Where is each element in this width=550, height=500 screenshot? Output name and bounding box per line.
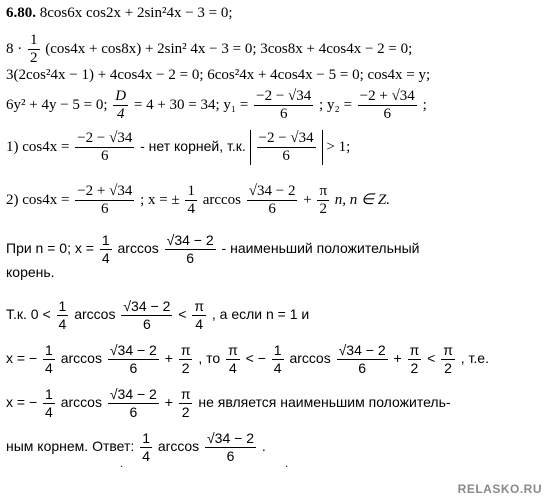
fraction-d	[113, 88, 128, 123]
para-4	[6, 386, 451, 421]
fraction-den: 2	[30, 50, 38, 66]
fraction	[192, 298, 206, 333]
fraction-num: −2 + √34	[77, 183, 133, 199]
fraction-den: 2	[181, 360, 190, 376]
fraction-num: 1	[58, 298, 67, 314]
case-1-tail: > 1;	[326, 138, 351, 155]
para-3	[6, 342, 489, 377]
fraction	[247, 183, 298, 218]
fraction-num: 1	[45, 342, 53, 358]
fraction-den: 6	[383, 106, 391, 122]
fraction-den: 2	[181, 404, 190, 420]
fraction-num: √34 − 2	[248, 183, 296, 199]
dot-mark: ·	[285, 462, 289, 473]
step-4	[6, 88, 427, 123]
fraction	[121, 298, 172, 333]
fraction	[441, 342, 455, 377]
step-2	[6, 32, 412, 67]
fraction-num: √34 − 2	[109, 386, 157, 402]
absolute-value	[250, 130, 323, 165]
para-4-text-d: не является наименьшим положитель-	[198, 394, 451, 411]
para-3-text-d: , то	[198, 350, 225, 367]
fraction-num: 1	[142, 430, 150, 446]
step-4-text-d: ;	[422, 96, 427, 113]
step-2-text-b: (cos4x + cos8x) + 2sin² 4x − 3 = 0; 3cos8x + 4cos4x − 2 = 0;	[45, 40, 413, 57]
para-1-text-b: arccos	[117, 240, 159, 257]
para-3-text-i: , т.е.	[460, 350, 489, 367]
fraction-den: 4	[45, 360, 53, 376]
para-2-text-c: <	[178, 306, 187, 323]
case-2-label: 2) cos4x =	[6, 191, 70, 208]
fraction-den: 4	[142, 448, 150, 464]
fraction-num: π	[319, 183, 328, 199]
para-4-text-a: x = −	[6, 394, 38, 411]
step-3	[6, 66, 430, 84]
fraction-num: √34 − 2	[207, 430, 254, 446]
step-4-text-a: 6y² + 4y − 5 = 0;	[6, 96, 108, 113]
case-1-text: - нет корней, т.к.	[140, 137, 246, 154]
fraction-den: 6	[101, 148, 109, 164]
fraction-num: 1	[101, 232, 110, 248]
step-3-text: 3(2cos²4x − 1) + 4cos4x − 2 = 0; 6cos²4x + 4cos4x − 5 = 0; cos4x = y;	[6, 67, 431, 83]
fraction	[140, 430, 152, 465]
fraction	[57, 298, 69, 333]
fraction	[272, 342, 284, 377]
fraction-den: 6	[282, 148, 290, 164]
para-4-text-c: +	[164, 394, 173, 411]
fraction-den: 6	[101, 201, 109, 217]
fraction	[108, 342, 159, 377]
problem-line	[6, 4, 233, 22]
fraction-num: π	[180, 342, 191, 358]
para-2-text-a: Т.к. 0 <	[6, 306, 51, 323]
para-3-text-c: +	[164, 350, 173, 367]
fraction	[28, 32, 40, 67]
case-2	[6, 183, 390, 218]
fraction-den: 2	[319, 201, 327, 217]
fraction-num: 1	[45, 386, 53, 402]
fraction	[185, 183, 197, 218]
fraction-y2	[358, 88, 417, 123]
fraction	[75, 130, 134, 165]
fraction	[165, 232, 216, 267]
fraction-den: 6	[358, 360, 366, 376]
fraction-num: π	[443, 342, 453, 358]
fraction-y1	[254, 88, 313, 123]
fraction-den: 4	[45, 404, 53, 420]
fraction	[75, 183, 134, 218]
fraction-den: 6	[279, 106, 288, 122]
step-4-text-b: = 4 + 30 = 34; y₁ =	[133, 96, 249, 113]
fraction	[108, 386, 159, 421]
fraction-num: π	[409, 342, 420, 358]
dot-mark: ·	[120, 462, 124, 473]
fraction	[43, 342, 55, 377]
case-2-text-c: +	[303, 191, 312, 208]
fraction-den: 2	[444, 360, 452, 376]
fraction	[257, 130, 316, 165]
fraction-num: √34 − 2	[109, 342, 157, 358]
fraction-num: −2 + √34	[359, 88, 415, 104]
fraction-den: 4	[187, 201, 195, 217]
fraction	[100, 232, 112, 267]
para-1-text-c: - наименьший положительный	[221, 240, 420, 257]
fraction-den: 6	[186, 250, 195, 266]
para-3-text-b: arccos	[60, 350, 102, 367]
case-2-text-b: arccos	[202, 191, 242, 208]
fraction	[179, 386, 193, 421]
fraction-den: 4	[116, 106, 125, 122]
step-4-text-c: ; y₂ =	[319, 96, 352, 113]
fraction-den: 4	[58, 316, 67, 332]
fraction	[43, 386, 55, 421]
para-3-text-e: < −	[245, 350, 266, 367]
fraction-num: π	[180, 386, 191, 402]
para-2	[6, 298, 309, 333]
fraction	[205, 430, 256, 465]
fraction	[226, 342, 240, 377]
fraction-den: 4	[195, 316, 204, 332]
fraction-num: π	[194, 298, 204, 314]
para-2-text-b: arccos	[74, 306, 116, 323]
fraction-num: D	[115, 88, 127, 104]
fraction-den: 6	[129, 360, 138, 376]
para-3-text-h: <	[427, 350, 436, 367]
fraction-den: 2	[410, 360, 419, 376]
case-1	[6, 130, 350, 165]
para-2-text-d: , а если n = 1 и	[211, 306, 310, 323]
fraction-num: −2 − √34	[256, 88, 312, 104]
fraction-num: √34 − 2	[123, 298, 171, 314]
fraction-num: π	[228, 342, 238, 358]
fraction-num: √34 − 2	[338, 342, 386, 358]
fraction-num: −2 − √34	[77, 130, 133, 146]
problem-number: 6.80.	[6, 5, 36, 21]
fraction-num: 1	[187, 183, 195, 199]
case-2-text-d: n, n ∈ Z.	[334, 191, 390, 208]
fraction-den: 6	[268, 201, 276, 217]
problem-statement: 8cos6x cos2x + 2sin²4x − 3 = 0;	[39, 5, 233, 21]
para-1-cont	[6, 263, 55, 281]
para-5-text-b: arccos	[157, 438, 200, 455]
fraction-den: 6	[129, 404, 138, 420]
para-5	[6, 430, 266, 465]
fraction-den: 4	[101, 250, 110, 266]
para-3-text-a: x = −	[6, 350, 38, 367]
fraction-num: 1	[273, 342, 282, 358]
para-3-text-f: arccos	[289, 350, 331, 367]
para-1-text-a: При n = 0; x =	[6, 240, 94, 257]
step-2-text-a: 8 ·	[6, 40, 23, 57]
fraction	[408, 342, 422, 377]
fraction	[179, 342, 193, 377]
para-5-text-c: .	[261, 438, 266, 455]
fraction-den: 6	[226, 448, 235, 464]
para-5-text-a: ным корнем. Ответ:	[6, 438, 135, 455]
fraction	[337, 342, 388, 377]
watermark: RELASKO.RU	[457, 482, 542, 496]
fraction-den: 4	[273, 360, 282, 376]
fraction-den: 6	[142, 316, 151, 332]
para-3-text-g: +	[393, 350, 402, 367]
fraction-num: √34 − 2	[166, 232, 214, 248]
fraction	[317, 183, 329, 218]
para-4-text-b: arccos	[60, 394, 102, 411]
fraction-num: 1	[30, 32, 38, 48]
fraction-num: −2 − √34	[258, 130, 314, 146]
para-1-text-d: корень.	[6, 264, 55, 280]
case-1-label: 1) cos4x =	[6, 138, 70, 155]
para-1	[6, 232, 419, 267]
fraction-den: 4	[229, 360, 237, 376]
case-2-text-a: ; x = ±	[140, 191, 180, 208]
